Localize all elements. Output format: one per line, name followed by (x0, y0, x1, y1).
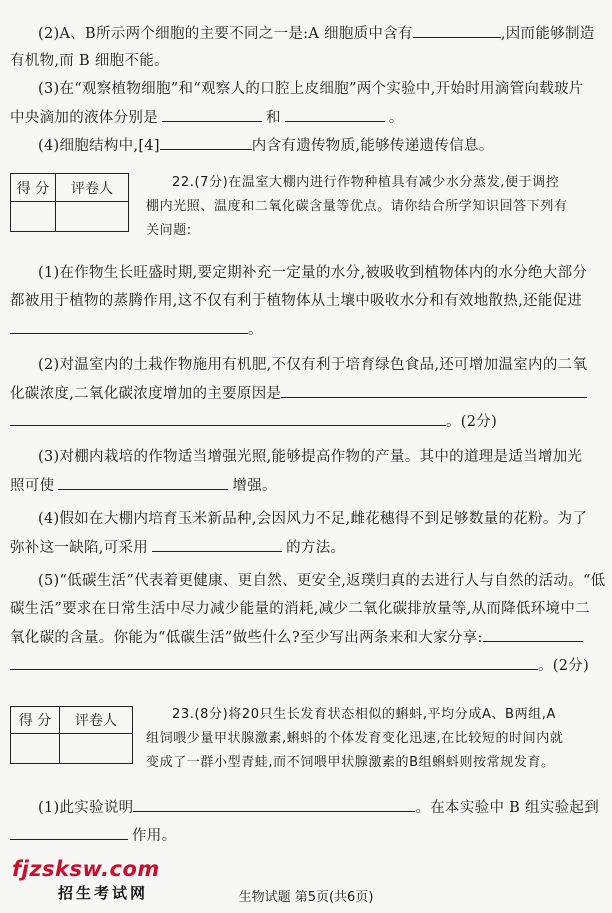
answer-blank (133, 796, 415, 812)
score-cell (11, 202, 56, 232)
q21-line-3b: 中央滴加的液体分别是 和 。 (10, 106, 606, 129)
q22-line-5a: (5)“低碳生活”代表着更健康、更自然、更安全,返璞归真的去进行人与自然的活动。“低 (38, 573, 606, 589)
q22-line-5c: 氧化碳的含量。你能为“低碳生活”做些什么?至少写出两条来和大家分享: (10, 626, 606, 649)
site-logo-subtitle: 招生考试网 (58, 884, 149, 902)
score-label: 得 分 (11, 174, 56, 202)
q22-line-2a: (2)对温室内的土栽作物施用有机肥,不仅有利于培育绿色食品,还可增加温室内的二氧 (38, 357, 588, 373)
q22-line-5d: 。(2分) (10, 654, 606, 677)
score-box-2 (10, 706, 133, 764)
q22-line-3b: 照可使 增强。 (10, 474, 606, 497)
grader-label: 评卷人 (60, 707, 133, 734)
q22-line-2c: 。(2分) (10, 410, 606, 433)
q22-line-4b: 弥补这一缺陷,可采用 的方法。 (10, 536, 606, 559)
site-logo: fjzsksw.com (12, 857, 160, 881)
q22-line-1c: 。 (10, 318, 606, 341)
answer-blank (10, 824, 128, 840)
q22-head-1: 22.(7分)在温室大棚内进行作物种植具有减少水分蒸发,便于调控 (172, 175, 560, 190)
q21-line-3a: (3)在“观察植物细胞”和“观察人的口腔上皮细胞”两个实验中,开始时用滴管向载玻片 (38, 81, 584, 97)
answer-blank (483, 626, 583, 642)
answer-blank (10, 318, 248, 334)
score-label: 得 分 (11, 707, 60, 734)
answer-blank (413, 22, 501, 38)
q22-line-5b: 碳生活”要求在日常生活中尽力减少能量的消耗,减少二氧化碳排放量等,从而降低环境中二 (10, 601, 590, 617)
grader-cell (60, 734, 133, 764)
q22-line-4a: (4)假如在大棚内培育玉米新品种,会因风力不足,雌花穗得不到足够数量的花粉。为了 (38, 511, 588, 527)
q22-line-3a: (3)对棚内栽培的作物适当增强光照,能够提高作物的产量。其中的道理是适当增加光 (38, 449, 583, 465)
answer-blank (160, 134, 252, 150)
q21-line-2b: 有机物,而 B 细胞不能。 (10, 53, 169, 69)
grader-cell (56, 202, 129, 232)
answer-blank (285, 106, 385, 122)
q23-line-1b: 作用。 (10, 824, 606, 847)
q23-head-3: 变成了一群小型青蛙,而不饲喂甲状腺激素的B组蝌蚪则按常规发育。 (146, 755, 555, 770)
q22-head-2: 棚内光照、温度和二氧化碳含量等优点。请你结合所学知识回答下列有 (146, 199, 568, 214)
q22-line-2b: 化碳浓度,二氧化碳浓度增加的主要原因是 (10, 382, 606, 405)
q22-line-1b: 都被用于植物的蒸腾作用,这不仅有利于植物体从土壤中吸收水分和有效地散热,还能促进 (10, 293, 583, 309)
page-footer: 生物试题 第5页(共6页) (238, 890, 374, 905)
q23-head-2: 组饲喂少量甲状腺激素,蝌蚪的个体发育变化迅速,在比较短的时间内就 (146, 731, 564, 746)
answer-blank (162, 106, 262, 122)
q23-head-1: 23.(8分)将20只生长发育状态相似的蝌蚪,平均分成A、B两组,A (172, 707, 557, 722)
q21-line-4: (4)细胞结构中,[4] 内含有遗传物质,能够传递遗传信息。 (38, 134, 606, 157)
answer-blank (152, 536, 282, 552)
q21-line-2a: (2)A、B所示两个细胞的主要不同之一是:A 细胞质中含有 ,因而能够制造 (38, 22, 606, 45)
q23-line-1a: (1)此实验说明 。在本实验中 B 组实验起到 (38, 796, 606, 819)
answer-blank (58, 474, 228, 490)
answer-blank (10, 654, 538, 670)
q22-head-3: 关问题: (146, 223, 192, 238)
score-box (10, 173, 129, 232)
grader-label: 评卷人 (56, 174, 129, 202)
answer-blank (281, 382, 587, 398)
score-cell (11, 734, 60, 764)
answer-blank (10, 410, 446, 426)
q22-line-1a: (1)在作物生长旺盛时期,要定期补充一定量的水分,被吸收到植物体内的水分绝大部分 (38, 265, 588, 281)
